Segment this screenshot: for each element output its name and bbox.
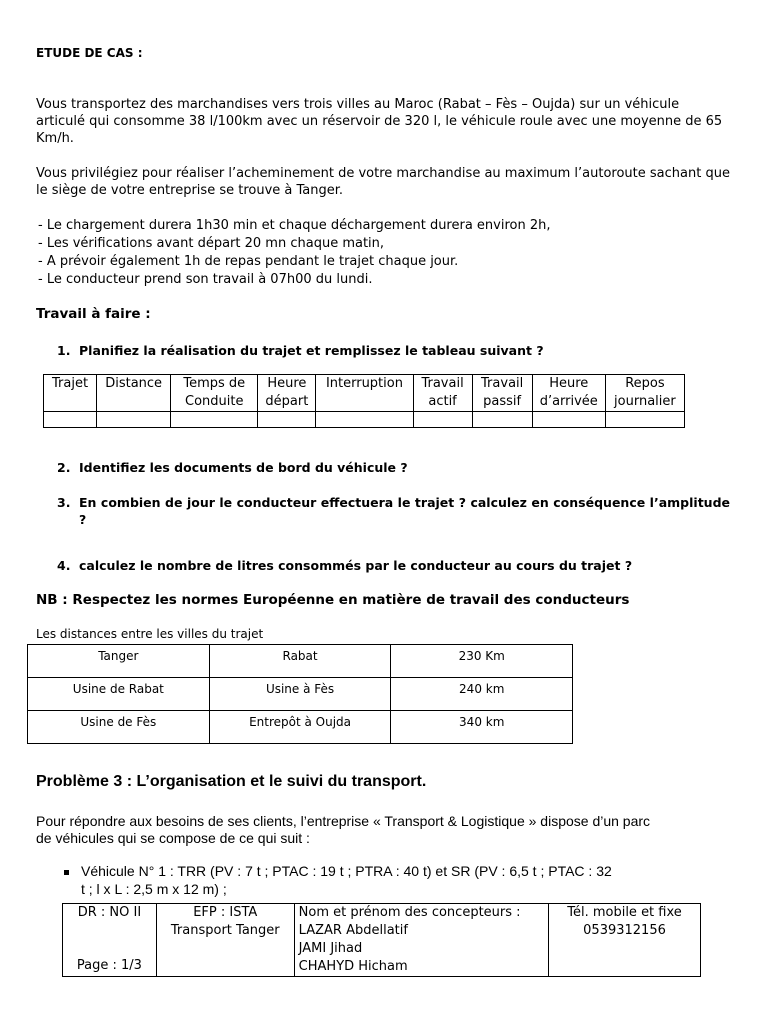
origin-cell: Usine de Rabat (28, 678, 210, 711)
destination-cell: Rabat (209, 645, 391, 678)
nb-note: NB : Respectez les normes Européenne en matière de travail des conducteurs (36, 592, 630, 608)
empty-cell[interactable] (258, 412, 316, 428)
header-cell: Heure d’arrivée (532, 375, 605, 412)
constraint-item: - A prévoir également 1h de repas pendant le trajet chaque jour. (38, 254, 459, 269)
distances-caption: Les distances entre les villes du trajet (36, 627, 264, 641)
table-row (63, 904, 701, 977)
header-cell: Temps de Conduite (171, 375, 258, 412)
table-row (28, 678, 573, 711)
header-cell: Travail actif (413, 375, 472, 412)
distance-cell: 240 km (391, 678, 573, 711)
intro-paragraph-1: Vous transportez des marchandises vers trois villes au Maroc (Rabat – Fès – Oujda) sur un véhicule articulé qui consomme 38 l/100km avec un réservoir de 320 l, le véhicule roule avec une moyenne de 65 Km/h. (36, 97, 723, 146)
header-cell: Interruption (316, 375, 413, 412)
header-cell: Trajet (44, 375, 97, 412)
empty-cell[interactable] (605, 412, 684, 428)
table-row (28, 711, 573, 744)
destination-cell: Usine à Fès (209, 678, 391, 711)
empty-cell[interactable] (171, 412, 258, 428)
distance-cell: 230 Km (391, 645, 573, 678)
header-cell: Distance (97, 375, 171, 412)
question-4: 4. calculez le nombre de litres consommés par le conducteur au cours du trajet ? (57, 558, 633, 573)
table-row (44, 412, 685, 428)
distance-cell: 340 km (391, 711, 573, 744)
origin-cell: Tanger (28, 645, 210, 678)
planning-table (43, 374, 685, 428)
problem-title: Problème 3 : L’organisation et le suivi du transport. (36, 773, 427, 790)
square-bullet-icon (64, 870, 69, 875)
distances-table (27, 644, 573, 744)
question-2: 2. Identifiez les documents de bord du véhicule ? (57, 460, 408, 475)
empty-cell[interactable] (97, 412, 171, 428)
header-cell: Heure départ (258, 375, 316, 412)
empty-cell[interactable] (44, 412, 97, 428)
footer-phone-cell: Tél. mobile et fixe 0539312156 (549, 904, 701, 977)
empty-cell[interactable] (316, 412, 413, 428)
empty-cell[interactable] (532, 412, 605, 428)
intro-paragraph-2: Vous privilégiez pour réaliser l’acheminement de votre marchandise au maximum l’autoroute sachant que le siège de votre entreprise se trouve à Tanger. (36, 166, 730, 198)
dr-ref: DR : NO II (77, 905, 142, 920)
problem-intro: Pour répondre aux besoins de ses clients, l’entreprise « Transport & Logistique » dispose d’un parc de véhicules qui se compose de ce qui suit : (36, 813, 651, 846)
company-name: Transport & Logistique (384, 813, 525, 829)
origin-cell: Usine de Fès (28, 711, 210, 744)
footer-table (62, 903, 701, 977)
work-title: Travail à faire : (36, 306, 151, 322)
vehicle-item: Véhicule N° 1 : TRR (PV : 7 t ; PTAC : 19 t ; PTRA : 40 t) et SR (PV : 6,5 t ; PTAC : 32 t ; l x L : 2,5 m x 12 m) ; (64, 862, 612, 898)
footer-efp-cell: EFP : ISTA Transport Tanger (156, 904, 294, 977)
destination-cell: Entrepôt à Oujda (209, 711, 391, 744)
table-header-row (44, 375, 685, 412)
constraint-item: - Le chargement durera 1h30 min et chaque déchargement durera environ 2h, (38, 218, 551, 233)
footer-designers-cell: Nom et prénom des concepteurs : LAZAR Abdellatif JAMI Jihad CHAHYD Hicham (294, 904, 548, 977)
question-3: 3. En combien de jour le conducteur effectuera le trajet ? calculez en conséquence l’amplitude ? (57, 495, 730, 527)
table-row (28, 645, 573, 678)
question-1: 1. Planifiez la réalisation du trajet et remplissez le tableau suivant ? (57, 343, 544, 358)
empty-cell[interactable] (413, 412, 472, 428)
case-study-title: ETUDE DE CAS : (36, 46, 143, 60)
header-cell: Travail passif (472, 375, 532, 412)
constraint-item: - Les vérifications avant départ 20 mn chaque matin, (38, 236, 385, 251)
footer-ref-cell (63, 904, 157, 977)
header-cell: Repos journalier (605, 375, 684, 412)
empty-cell[interactable] (472, 412, 532, 428)
page-number: Page : 1/3 (76, 958, 142, 973)
constraint-item: - Le conducteur prend son travail à 07h00 du lundi. (38, 272, 373, 287)
